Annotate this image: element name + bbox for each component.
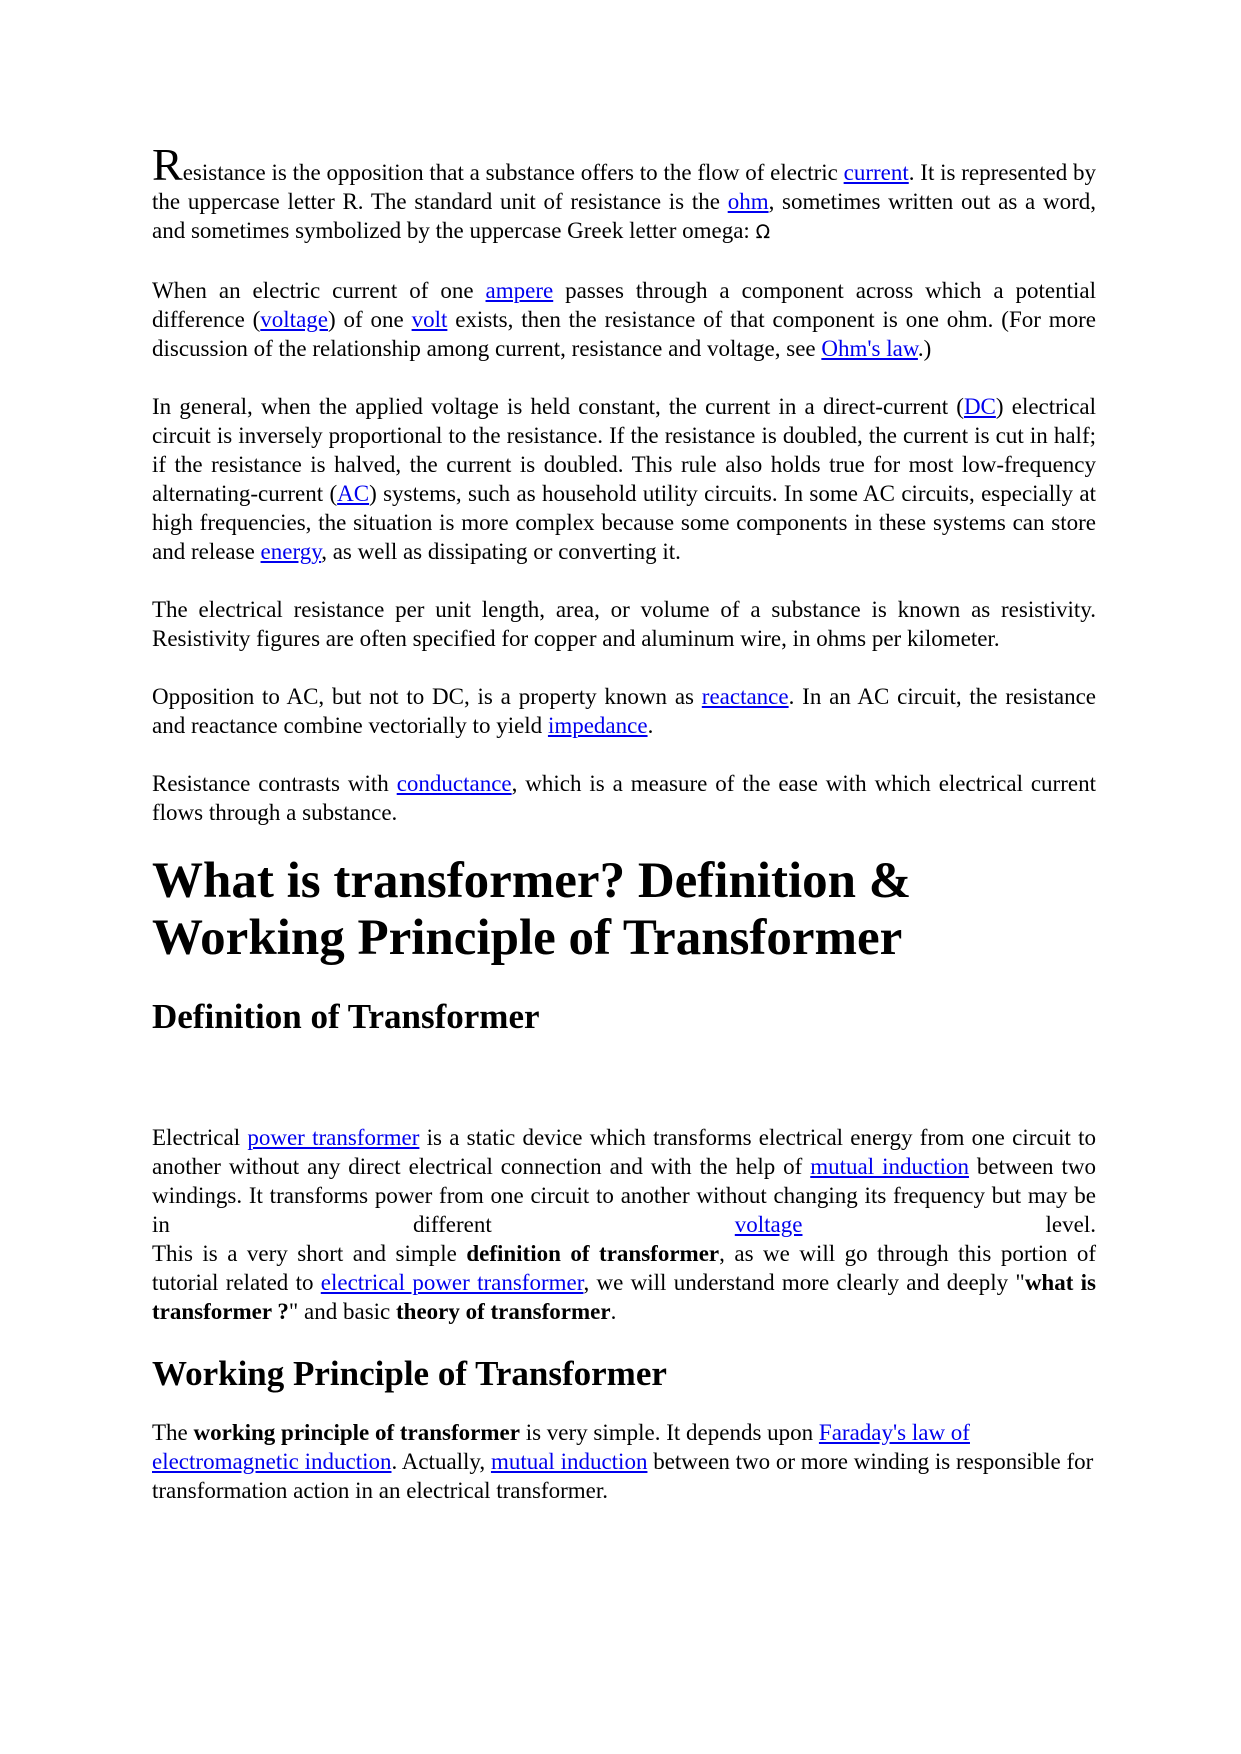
link-impedance[interactable]: impedance (547, 713, 648, 738)
heading-working-principle: Working Principle of Transformer (152, 1354, 667, 1393)
link-reactance[interactable]: reactance (701, 684, 789, 709)
omega-symbol: Ω (755, 221, 771, 243)
bold-theory-of-transformer: theory of transformer (396, 1299, 611, 1324)
link-ampere[interactable]: ampere (485, 278, 554, 303)
definition-continuation (152, 1239, 1096, 1326)
text-run: The electrical resistance per unit length, area, or volume of a substance is known as resistivity. Resistivity figures are often specified for copper and aluminum wire, in ohms per kilometer. (152, 597, 1096, 651)
text-run: between two windings. It transforms power from one circuit to another without changing its frequency but may be in different (152, 1154, 1096, 1237)
link-energy[interactable]: energy (260, 539, 322, 564)
text-run: esistance is the opposition that a substance offers to the flow of electric (182, 160, 844, 185)
text-run: In general, when the applied voltage is held constant, the current in a direct-current ( (152, 394, 964, 419)
paragraph-reactance (152, 682, 1096, 740)
link-mutual-induction-2[interactable]: mutual induction (490, 1449, 648, 1474)
heading-definition: Definition of Transformer (152, 997, 540, 1036)
text-run: exists, then the resistance of that component is one ohm. (For more discussion of the relationship among current, resistance and voltage, see (152, 307, 1096, 361)
link-current[interactable]: current (843, 160, 909, 185)
text-run: is a static device which transforms electrical energy from one circuit to another without any direct electrical connection and with the help of (152, 1125, 1097, 1179)
bold-what-is-transformer: what is transformer ? (152, 1270, 1097, 1324)
link-ohms-law[interactable]: Ohm's law (821, 336, 918, 361)
text-run: passes through a component across which a potential difference ( (152, 278, 1096, 332)
paragraph-working-principle (152, 1418, 1096, 1505)
text-run: . Actually, (391, 1449, 491, 1474)
text-run: This is a very short and simple (152, 1241, 467, 1266)
text-run: . (610, 1299, 617, 1324)
paragraph-ampere (152, 276, 1096, 363)
bold-working-principle: working principle of transformer (193, 1420, 520, 1445)
link-ac[interactable]: AC (337, 481, 370, 506)
text-run: . (647, 713, 654, 738)
paragraph-conductance (152, 769, 1096, 827)
text-run: ) systems, such as household utility circuits. In some AC circuits, especially at high frequencies, the situation is more complex because some components in these systems can store and release (152, 481, 1096, 564)
text-run: ) of one (328, 307, 412, 332)
document-page (152, 139, 1097, 1505)
text-run: .) (917, 336, 932, 361)
text-run: , as we will go through this portion of tutorial related to (152, 1241, 1096, 1295)
text-run: Resistance contrasts with (152, 771, 397, 796)
text-run: . It is represented by the uppercase letter R. The standard unit of resistance is the (152, 160, 1096, 214)
text-run: , which is a measure of the ease with which electrical current flows through a substance. (152, 771, 1096, 825)
link-faradays-law[interactable]: Faraday's law of electromagnetic induction (152, 1420, 970, 1474)
text-run: is very simple. It depends upon (519, 1420, 819, 1445)
text-run: When an electric current of one (152, 278, 486, 303)
bold-definition-of-transformer: definition of transformer (466, 1241, 720, 1266)
link-voltage-level[interactable]: voltage (734, 1212, 803, 1237)
link-volt[interactable]: volt (411, 307, 448, 332)
link-voltage[interactable]: voltage (260, 307, 328, 332)
text-run: , as well as dissipating or converting it. (321, 539, 681, 564)
text-run: , sometimes written out as a word, and sometimes symbolized by the uppercase Greek letter omega: (152, 189, 1096, 243)
page-title: What is transformer? Definition & Working Principle of Transformer (152, 853, 912, 966)
text-run: between two or more winding is responsible for transformation action in an electrical transformer. (152, 1449, 1094, 1503)
text-run: Electrical (152, 1125, 248, 1150)
definition-line-block (152, 1123, 1096, 1239)
text-run: The (152, 1420, 194, 1445)
text-run: ) electrical circuit is inversely proportional to the resistance. If the resistance is doubled, the current is cut in half; if the resistance is halved, the current is doubled. This rule also holds true for most low-frequency alternating-current ( (152, 394, 1096, 506)
text-run: Opposition to AC, but not to DC, is a property known as (152, 684, 702, 709)
link-mutual-induction[interactable]: mutual induction (810, 1154, 969, 1179)
text-run: , we will understand more clearly and deeply " (583, 1270, 1025, 1295)
paragraph-dc-ac (152, 392, 1096, 566)
text-run: " and basic (288, 1299, 396, 1324)
paragraph-definition (152, 1123, 1096, 1326)
drop-cap: R (152, 139, 183, 190)
link-ohm[interactable]: ohm (727, 189, 769, 214)
link-electrical-power-transformer[interactable]: electrical power transformer (320, 1270, 584, 1295)
link-conductance[interactable]: conductance (396, 771, 512, 796)
link-dc[interactable]: DC (963, 394, 996, 419)
link-power-transformer[interactable]: power transformer (247, 1125, 420, 1150)
text-run: . In an AC circuit, the resistance and reactance combine vectorially to yield (152, 684, 1096, 738)
paragraph-resistivity (152, 595, 1096, 653)
text-run: level. (802, 1212, 1096, 1237)
paragraph-resistance-intro (152, 139, 1096, 247)
